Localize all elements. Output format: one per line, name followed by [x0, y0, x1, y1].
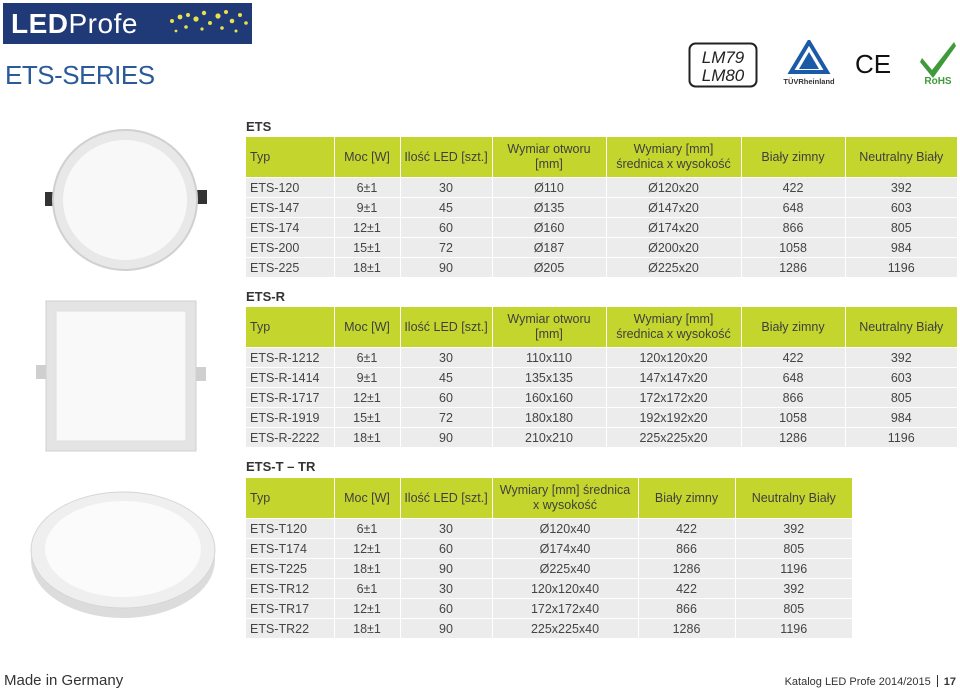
table-cell: 392	[735, 579, 852, 599]
table-cell: 110x110	[492, 348, 606, 368]
spec-table-ets	[246, 137, 957, 277]
table-cell: 60	[400, 539, 492, 559]
table-cell: Ø174x20	[606, 218, 741, 238]
table-cell: 90	[400, 559, 492, 579]
section-label-ets: ETS	[246, 119, 272, 134]
table-cell: 15±1	[334, 408, 400, 428]
page-number: 17	[943, 676, 956, 688]
table-cell: 225x225x20	[606, 428, 741, 448]
table-cell: 805	[845, 388, 957, 408]
column-header: Typ	[246, 478, 334, 519]
table-cell: 15±1	[334, 238, 400, 258]
table-cell: 805	[845, 218, 957, 238]
table-cell: 12±1	[334, 218, 400, 238]
section-label-ets-t-tr: ETS-T – TR	[246, 459, 316, 474]
table-cell: 422	[638, 579, 735, 599]
table-cell: Ø120x20	[606, 178, 741, 198]
table-cell: 1196	[735, 559, 852, 579]
table-cell: 120x120x40	[492, 579, 638, 599]
table-cell: Ø147x20	[606, 198, 741, 218]
column-header: Typ	[246, 307, 334, 348]
table-cell: 90	[400, 258, 492, 278]
table-cell: 9±1	[334, 198, 400, 218]
table-cell: ETS-T225	[246, 559, 334, 579]
table-cell: 72	[400, 408, 492, 428]
table-cell: 392	[735, 519, 852, 539]
footer-divider	[937, 675, 938, 687]
square-panel-image	[28, 295, 213, 455]
table-cell: 805	[735, 599, 852, 619]
column-header: Neutralny Biały	[845, 307, 957, 348]
column-header: Biały zimny	[741, 137, 845, 178]
table-cell: 1196	[735, 619, 852, 639]
ce-label: CE	[855, 49, 891, 78]
table-row	[246, 178, 957, 198]
table-cell: Ø174x40	[492, 539, 638, 559]
table-cell: Ø225x40	[492, 559, 638, 579]
table-cell: 72	[400, 238, 492, 258]
table-cell: Ø200x20	[606, 238, 741, 258]
table-cell: 392	[845, 178, 957, 198]
table-cell: Ø120x40	[492, 519, 638, 539]
table-cell: 45	[400, 198, 492, 218]
round-panel-image	[35, 120, 215, 280]
table-row	[246, 619, 852, 639]
table-cell: 30	[400, 178, 492, 198]
table-row	[246, 539, 852, 559]
table-cell: 866	[741, 388, 845, 408]
lm-line1: LM79	[701, 48, 745, 67]
table-cell: 1196	[845, 428, 957, 448]
table-cell: 6±1	[334, 519, 400, 539]
table-row	[246, 428, 957, 448]
column-header: Moc [W]	[334, 307, 400, 348]
table-row	[246, 218, 957, 238]
lm-line2: LM80	[701, 66, 745, 85]
table-cell: ETS-225	[246, 258, 334, 278]
table-cell: 172x172x20	[606, 388, 741, 408]
table-cell: 90	[400, 619, 492, 639]
table-cell: Ø205	[492, 258, 606, 278]
table-cell: Ø187	[492, 238, 606, 258]
logo-dots-icon	[166, 7, 250, 40]
table-cell: ETS-147	[246, 198, 334, 218]
table-cell: ETS-TR17	[246, 599, 334, 619]
spec-table-ets-r	[246, 307, 957, 447]
table-cell: 135x135	[492, 368, 606, 388]
table-cell: 30	[400, 348, 492, 368]
table-row	[246, 238, 957, 258]
table-cell: Ø110	[492, 178, 606, 198]
table-cell: 147x147x20	[606, 368, 741, 388]
table-cell: 30	[400, 579, 492, 599]
table-cell: 120x120x20	[606, 348, 741, 368]
table-row	[246, 198, 957, 218]
column-header: Ilość LED [szt.]	[400, 137, 492, 178]
table-cell: 1286	[741, 258, 845, 278]
table-cell: ETS-R-1414	[246, 368, 334, 388]
column-header: Wymiary [mm] średnica x wysokość	[492, 478, 638, 519]
logo-light: Profe	[68, 8, 138, 39]
table-cell: 984	[845, 408, 957, 428]
made-in-germany: Made in Germany	[4, 672, 124, 689]
table-header-row	[246, 307, 957, 348]
table-cell: ETS-R-1212	[246, 348, 334, 368]
table-cell: 6±1	[334, 348, 400, 368]
logo-text	[11, 8, 138, 40]
table-row	[246, 579, 852, 599]
table-cell: 1196	[845, 258, 957, 278]
table-cell: 18±1	[334, 258, 400, 278]
table-cell: 603	[845, 368, 957, 388]
column-header: Wymiary [mm] średnica x wysokość	[606, 137, 741, 178]
table-row	[246, 368, 957, 388]
table-cell: 210x210	[492, 428, 606, 448]
table-cell: 1058	[741, 238, 845, 258]
table-cell: 18±1	[334, 619, 400, 639]
table-row	[246, 348, 957, 368]
table-cell: 18±1	[334, 428, 400, 448]
rohs-check-icon	[918, 38, 958, 86]
table-cell: 45	[400, 368, 492, 388]
table-cell: ETS-TR22	[246, 619, 334, 639]
column-header: Neutralny Biały	[845, 137, 957, 178]
table-cell: 12±1	[334, 599, 400, 619]
table-cell: ETS-T120	[246, 519, 334, 539]
table-cell: 866	[638, 539, 735, 559]
table-cell: Ø135	[492, 198, 606, 218]
table-cell: Ø160	[492, 218, 606, 238]
column-header: Ilość LED [szt.]	[400, 478, 492, 519]
footer-catalog	[785, 675, 956, 688]
brand-logo	[3, 3, 252, 44]
table-cell: ETS-TR12	[246, 579, 334, 599]
table-cell: 984	[845, 238, 957, 258]
table-cell: 648	[741, 368, 845, 388]
table-cell: 422	[741, 178, 845, 198]
column-header: Moc [W]	[334, 137, 400, 178]
table-cell: 18±1	[334, 559, 400, 579]
tuv-label: TÜVRheinland	[783, 77, 835, 86]
table-cell: ETS-R-1717	[246, 388, 334, 408]
table-cell: 1286	[638, 559, 735, 579]
table-cell: 90	[400, 428, 492, 448]
table-cell: ETS-120	[246, 178, 334, 198]
catalog-label: Katalog LED Profe 2014/2015	[784, 676, 931, 688]
table-row	[246, 408, 957, 428]
column-header: Wymiary [mm] średnica x wysokość	[606, 307, 741, 348]
table-cell: 6±1	[334, 178, 400, 198]
logo-bold: LED	[11, 8, 69, 39]
table-cell: 180x180	[492, 408, 606, 428]
spec-table-ets-t-tr	[246, 478, 852, 638]
table-cell: 805	[735, 539, 852, 559]
table-cell: ETS-174	[246, 218, 334, 238]
table-row	[246, 388, 957, 408]
column-header: Neutralny Biały	[735, 478, 852, 519]
rohs-label: RoHS	[924, 76, 952, 86]
table-cell: 866	[638, 599, 735, 619]
column-header: Moc [W]	[334, 478, 400, 519]
table-cell: Ø225x20	[606, 258, 741, 278]
table-header-row	[246, 478, 852, 519]
tuv-rheinland-icon	[783, 40, 835, 88]
section-label-ets-r: ETS-R	[246, 289, 285, 304]
lm79-lm80-badge-icon	[688, 42, 758, 88]
table-cell: 9±1	[334, 368, 400, 388]
column-header: Biały zimny	[741, 307, 845, 348]
table-cell: 60	[400, 218, 492, 238]
table-cell: 192x192x20	[606, 408, 741, 428]
column-header: Typ	[246, 137, 334, 178]
surface-panel-image	[25, 475, 220, 625]
column-header: Ilość LED [szt.]	[400, 307, 492, 348]
table-cell: 422	[638, 519, 735, 539]
column-header: Wymiar otworu [mm]	[492, 137, 606, 178]
table-row	[246, 519, 852, 539]
ce-mark-icon	[855, 48, 891, 78]
page-title: ETS-SERIES	[5, 60, 155, 90]
table-header-row	[246, 137, 957, 178]
table-cell: ETS-T174	[246, 539, 334, 559]
table-cell: 6±1	[334, 579, 400, 599]
table-cell: 1058	[741, 408, 845, 428]
table-row	[246, 559, 852, 579]
table-cell: 392	[845, 348, 957, 368]
table-cell: 30	[400, 519, 492, 539]
table-cell: 60	[400, 599, 492, 619]
table-cell: 603	[845, 198, 957, 218]
column-header: Biały zimny	[638, 478, 735, 519]
column-header: Wymiar otworu [mm]	[492, 307, 606, 348]
table-row	[246, 599, 852, 619]
table-cell: 60	[400, 388, 492, 408]
table-cell: 160x160	[492, 388, 606, 408]
table-cell: 12±1	[334, 388, 400, 408]
table-cell: ETS-200	[246, 238, 334, 258]
table-row	[246, 258, 957, 278]
table-cell: 866	[741, 218, 845, 238]
table-cell: 172x172x40	[492, 599, 638, 619]
table-cell: 225x225x40	[492, 619, 638, 639]
table-cell: ETS-R-1919	[246, 408, 334, 428]
table-cell: ETS-R-2222	[246, 428, 334, 448]
table-cell: 12±1	[334, 539, 400, 559]
table-cell: 1286	[741, 428, 845, 448]
table-cell: 1286	[638, 619, 735, 639]
table-cell: 422	[741, 348, 845, 368]
table-cell: 648	[741, 198, 845, 218]
